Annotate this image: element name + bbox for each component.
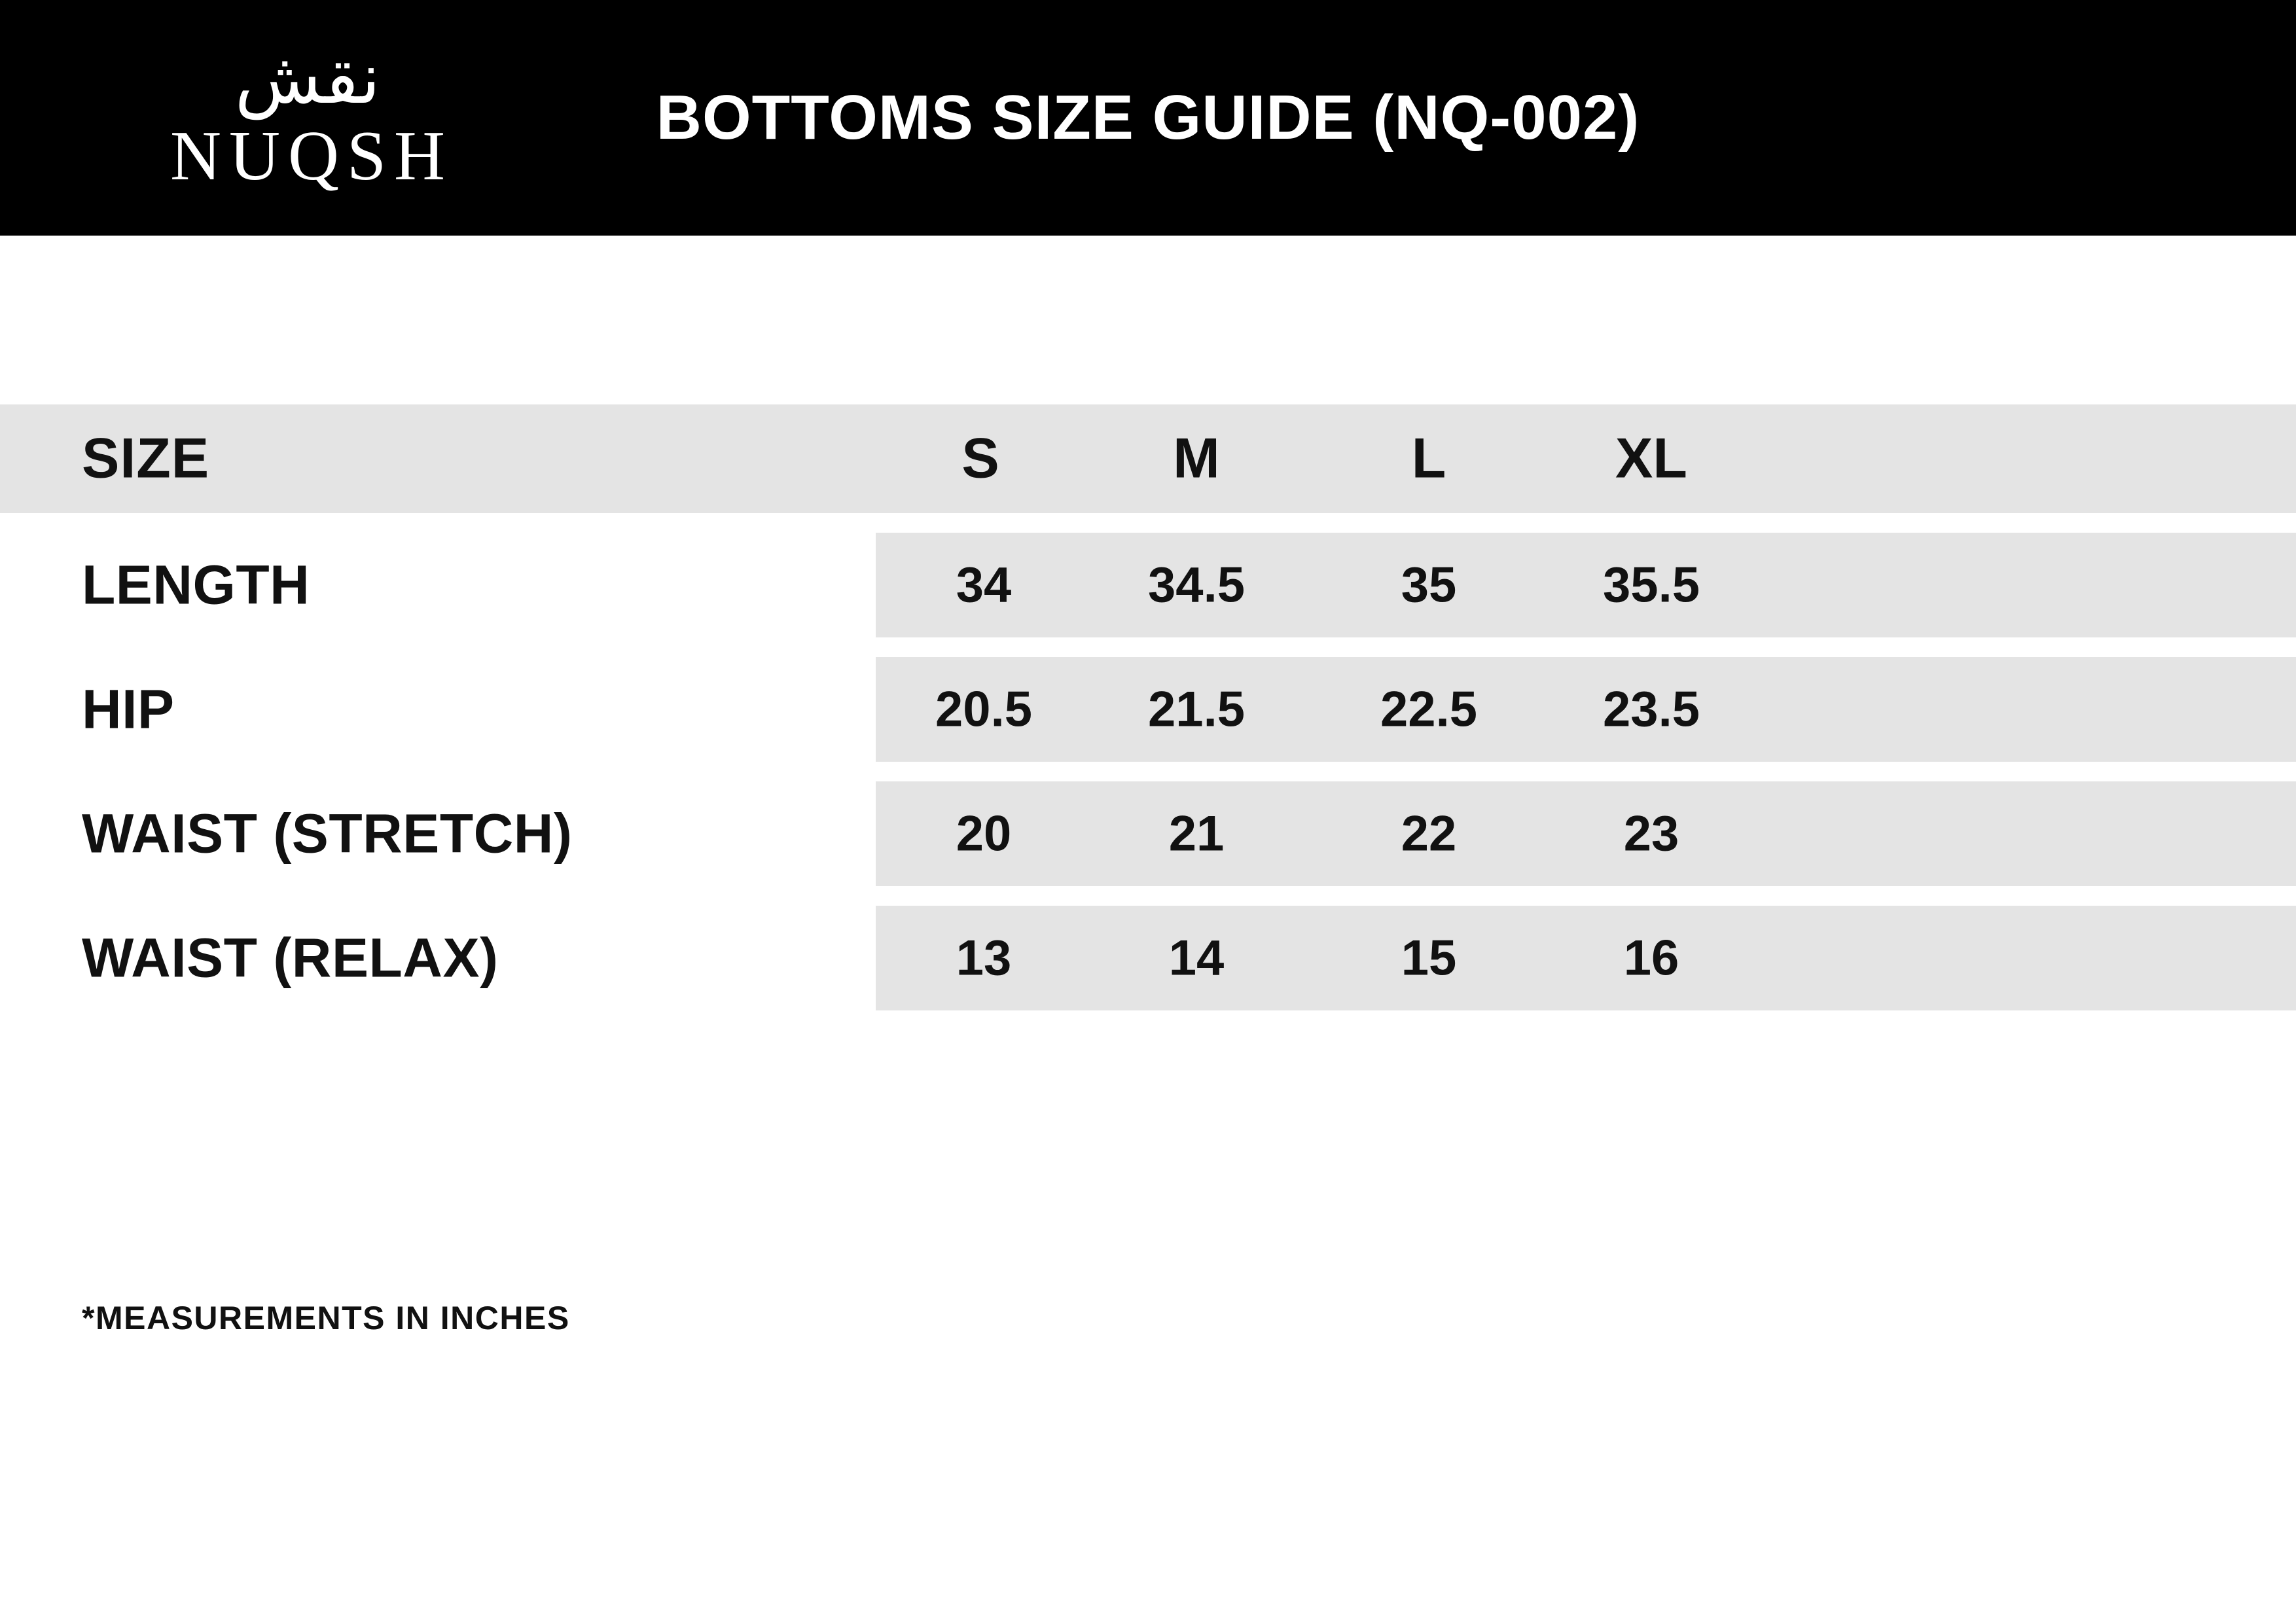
table-row (0, 781, 2296, 886)
table-row (0, 533, 2296, 637)
row-values-waist-relax (876, 906, 2296, 1010)
row-values-waist-stretch (876, 781, 2296, 886)
row-spacer (0, 886, 2296, 906)
row-label-length: LENGTH (82, 554, 310, 616)
row-spacer (0, 762, 2296, 781)
measurement-units-note: *MEASUREMENTS IN INCHES (82, 1300, 570, 1336)
brand-logo (79, 38, 537, 195)
row-label-waist-stretch: WAIST (STRETCH) (82, 802, 573, 865)
page-title: BOTTOMS SIZE GUIDE (NQ-002) (656, 82, 1640, 152)
cell-waist-relax-s: 13 (956, 930, 1012, 986)
cell-length-s: 34 (956, 557, 1012, 613)
cell-hip-xl: 23.5 (1603, 681, 1700, 738)
brand-name: NUQSH (170, 117, 454, 195)
column-header-m: M (1173, 427, 1220, 490)
cell-waist-relax-l: 15 (1401, 930, 1457, 986)
row-spacer (0, 513, 2296, 533)
table-row (0, 657, 2296, 762)
row-label-waist-relax: WAIST (RELAX) (82, 927, 499, 989)
row-label-hip: HIP (82, 678, 175, 740)
cell-length-xl: 35.5 (1603, 557, 1700, 613)
row-values-hip (876, 657, 2296, 762)
row-values-length (876, 533, 2296, 637)
cell-waist-stretch-l: 22 (1401, 806, 1457, 862)
cell-hip-s: 20.5 (935, 681, 1032, 738)
cell-hip-l: 22.5 (1380, 681, 1477, 738)
cell-hip-m: 21.5 (1148, 681, 1245, 738)
column-header-s: S (961, 427, 999, 490)
brand-arabic-wordmark: نقش (234, 38, 381, 120)
column-header-xl: XL (1615, 427, 1687, 490)
cell-length-l: 35 (1401, 557, 1457, 613)
table-header-label: SIZE (82, 427, 210, 490)
table-header-values (876, 404, 2296, 513)
column-header-l: L (1411, 427, 1446, 490)
cell-waist-stretch-xl: 23 (1623, 806, 1679, 862)
table-header-row (0, 404, 2296, 513)
size-guide-table (0, 404, 2296, 1010)
row-spacer (0, 637, 2296, 657)
page-header (0, 0, 2296, 236)
cell-waist-stretch-s: 20 (956, 806, 1012, 862)
cell-waist-stretch-m: 21 (1168, 806, 1225, 862)
cell-waist-relax-m: 14 (1168, 930, 1225, 986)
table-row (0, 906, 2296, 1010)
cell-length-m: 34.5 (1148, 557, 1245, 613)
cell-waist-relax-xl: 16 (1623, 930, 1679, 986)
